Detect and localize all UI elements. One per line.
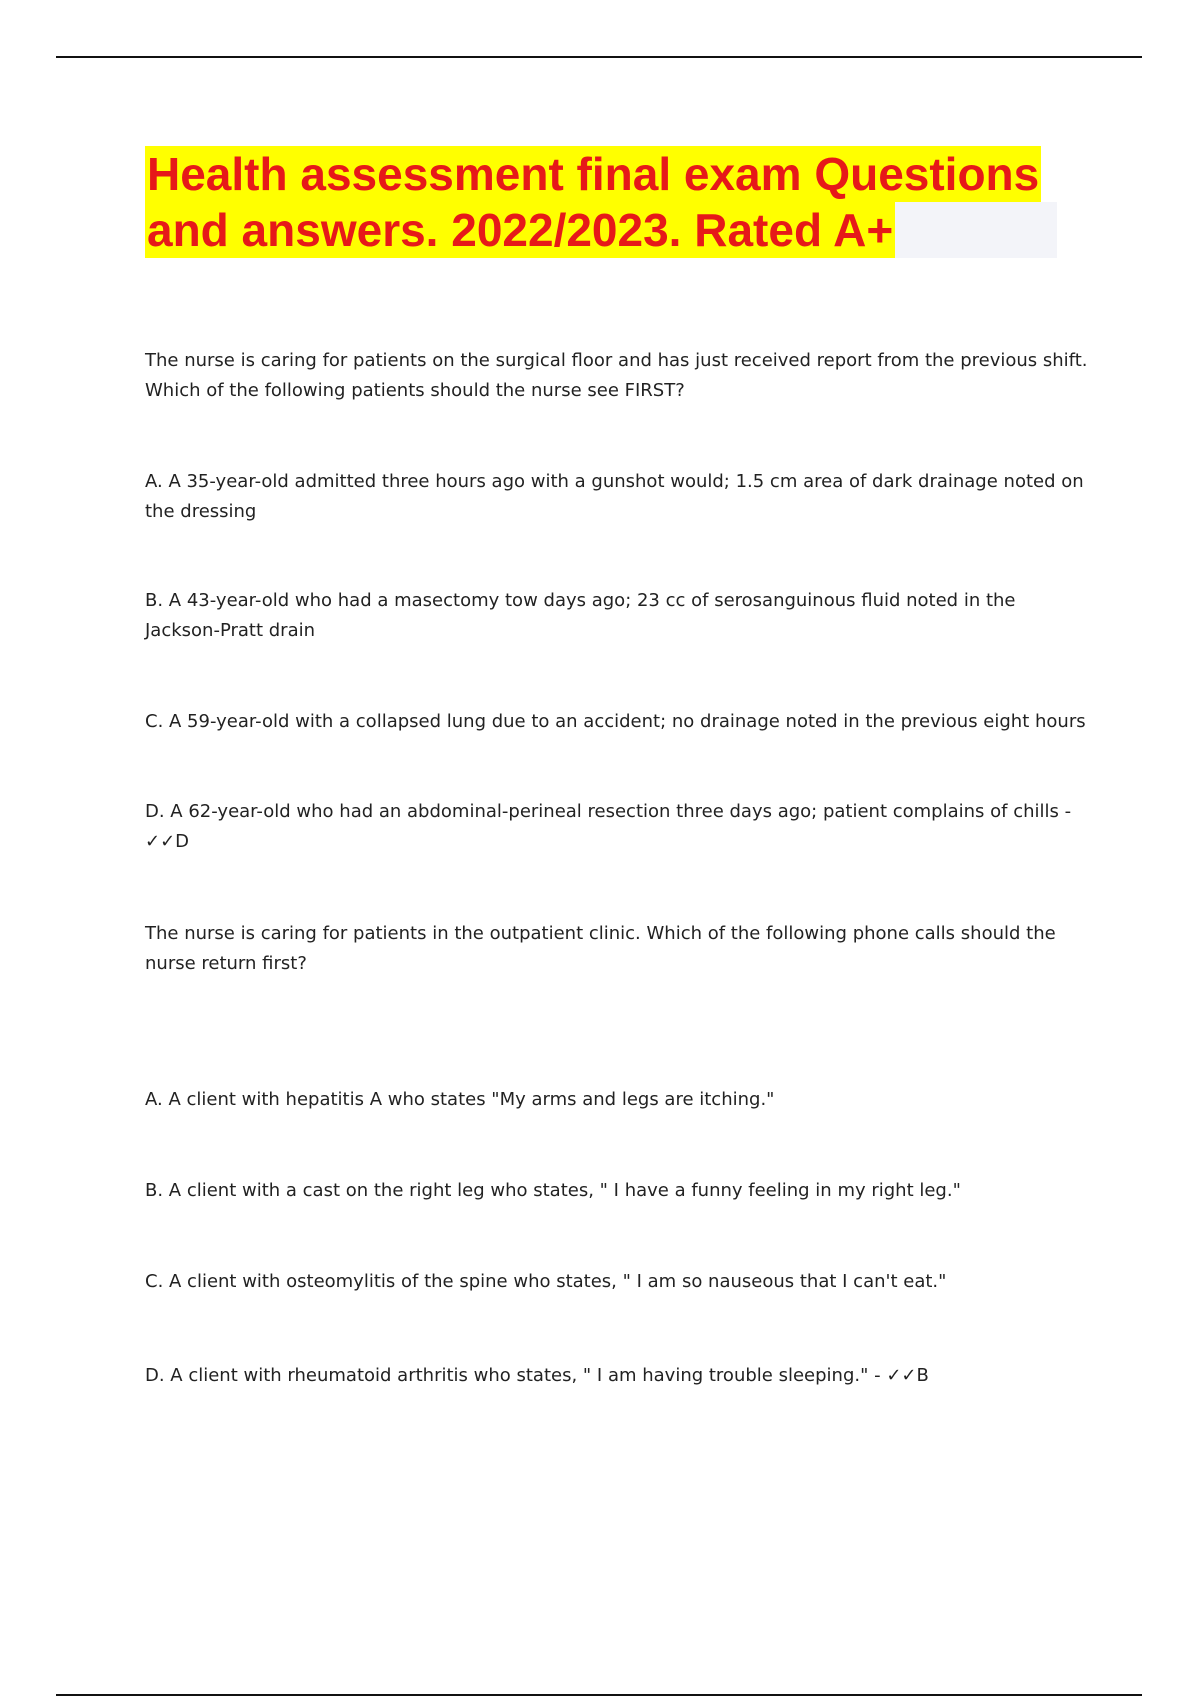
question-2-option-d-text: D. A client with rheumatoid arthritis who states, " I am having trouble sleeping." - xyxy=(145,1365,881,1386)
document-title xyxy=(145,146,1095,258)
question-2-option-a: A. A client with hepatitis A who states "My arms and legs are itching." xyxy=(145,1089,775,1110)
question-1-option-a: A. A 35-year-old admitted three hours ago with a gunshot would; 1.5 cm area of dark drainage noted on the dressing xyxy=(145,471,1084,522)
question-2-stem: The nurse is caring for patients in the outpatient clinic. Which of the following phone calls should the nurse return first? xyxy=(145,923,1056,974)
question-1-option-b: B. A 43-year-old who had a masectomy tow days ago; 23 cc of serosanguinous fluid noted in the Jackson-Pratt drain xyxy=(145,590,1016,641)
question-1-stem: The nurse is caring for patients on the surgical floor and has just received report from the previous shift. Which of the following patients should the nurse see FIRST? xyxy=(145,350,1088,401)
title-line-1: Health assessment final exam Questions xyxy=(147,148,1040,200)
title-line-2: and answers. 2022/2023. Rated A+ xyxy=(147,204,894,256)
question-1-option-d xyxy=(145,797,1095,857)
question-1-option-d-text: D. A 62-year-old who had an abdominal-perineal resection three days ago; patient complains of chills - xyxy=(145,801,1072,822)
question-1-answer: ✓✓D xyxy=(145,831,190,852)
question-2-answer: ✓✓B xyxy=(886,1365,929,1386)
header-rule xyxy=(56,56,1142,58)
question-2-option-d xyxy=(145,1361,1095,1391)
question-2-option-b: B. A client with a cast on the right leg who states, " I have a funny feeling in my right leg." xyxy=(145,1180,961,1201)
question-1-option-c: C. A 59-year-old with a collapsed lung due to an accident; no drainage noted in the previous eight hours xyxy=(145,711,1086,732)
question-2-option-c: C. A client with osteomylitis of the spine who states, " I am so nauseous that I can't eat." xyxy=(145,1271,947,1292)
title-highlight-tail xyxy=(895,202,1057,258)
footer-rule xyxy=(56,1694,1142,1696)
